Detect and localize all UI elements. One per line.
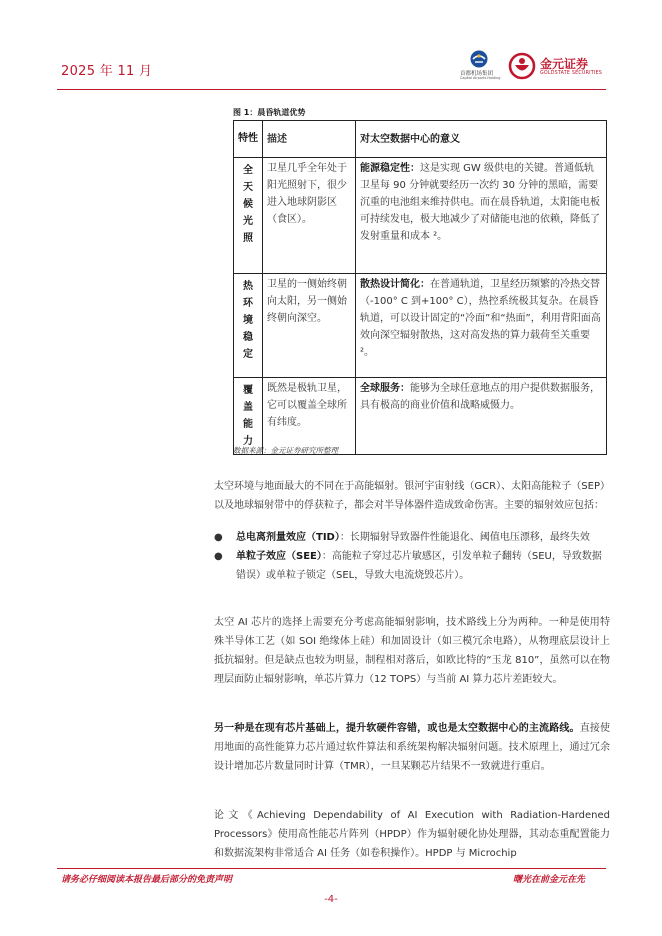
logo1-cn: 首都机场集团	[460, 71, 494, 77]
goldstate-icon	[508, 52, 536, 80]
feature-char: 热	[243, 281, 253, 292]
column-header-feature: 特性	[234, 121, 263, 158]
list-item-term: 单粒子效应（SEE）	[236, 551, 322, 562]
feature-char: 覆	[243, 385, 253, 396]
feature-char: 候	[243, 199, 253, 210]
list-item-text: ：高能粒子穿过芯片敏感区，引发单粒子翻转（SEU，导致数据错误）或单粒子锁定（SEL，导致大电流烧毁芯片）。	[236, 551, 602, 581]
table-row	[234, 158, 607, 274]
meaning-cell	[356, 274, 607, 378]
list-item-term: 总电离剂量效应（TID）	[236, 532, 340, 543]
logo2-cn: 金元证券	[540, 57, 589, 71]
meaning-text: 在普通轨道，卫星经历频繁的冷热交替（-100° C 到+100° C），热控系统极其复杂。在晨昏轨道，可以设计固定的“冷面”和“热面”，利用背阳面高效向深空辐射散热，这对高发热的算力载荷至关重要 ²。	[360, 279, 601, 358]
paragraph-radiation: 太空环境与地面最大的不同在于高能辐射。银河宇宙射线（GCR）、太阳高能粒子（SEP）以及地球辐射带中的俘获粒子，都会对半导体器件造成致命伤害。主要的辐射效应包括：	[214, 481, 610, 511]
column-header-description: 描述	[263, 121, 356, 158]
description-cell: 卫星几乎全年处于阳光照射下，很少进入地球阴影区（食区）。	[263, 158, 356, 274]
header-logos	[460, 50, 610, 84]
description-cell: 既然是极轨卫星，它可以覆盖全球所有纬度。	[263, 378, 356, 455]
feature-cell	[234, 158, 263, 274]
paragraph-hpdp: 论文《Achieving Dependability of AI Execution with Radiation-Hardened Processors》使用高性能芯片阵列（HPDP）作为辐射硬化协处理器，其动态重配置能力和数据流架构非常适合 AI 任务（如卷积操作）。HPDP 与 Microchip	[214, 810, 610, 859]
feature-char: 全	[243, 165, 253, 176]
meaning-heading: 散热设计简化：	[360, 279, 430, 290]
logo1-en: Capital Airports Holding	[460, 76, 501, 80]
capital-airports-logo	[460, 50, 501, 84]
feature-char: 定	[243, 349, 253, 360]
bullet-icon: ●	[214, 551, 223, 562]
feature-char: 天	[243, 182, 253, 193]
paragraph-lead: 另一种是在现有芯片基础上，提升软硬件容错，或也是太空数据中心的主流路线。	[214, 723, 580, 734]
column-header-meaning: 对太空数据中心的意义	[356, 121, 607, 158]
footer-disclaimer: 请务必仔细阅读本报告最后部分的免责声明	[61, 875, 233, 885]
report-date: 2025 年 11 月	[61, 64, 153, 79]
figure-source: 数据来源：金元证券研究所整理	[233, 446, 338, 455]
footer-slogan: 曙光在前金元在先	[513, 875, 586, 885]
table-row	[234, 274, 607, 378]
paragraph-chip-routes: 太空 AI 芯片的选择上需要充分考虑高能辐射影响，技术路线上分为两种。一种是使用特殊半导体工艺（如 SOI 绝缘体上硅）和加固设计（如三模冗余电路），从物理底层设计上抵抗辐射。但是缺点也较为明显，制程相对落后，如欧比特的“玉龙 810”，虽然可以在物理层面防止辐射影响，单芯片算力（12 TOPS）与当前 AI 算力芯片差距较大。	[214, 617, 610, 685]
figure-title: 图 1：晨昏轨道优势	[233, 108, 306, 117]
goldstate-logo	[508, 52, 608, 84]
list-item-text: ：长期辐射导致器件性能退化、阈值电压漂移，最终失效	[339, 532, 590, 543]
meaning-heading: 能源稳定性：	[360, 163, 420, 174]
feature-char: 稳	[243, 332, 253, 343]
logo2-en: GOLDSTATE SECURITIES	[540, 71, 602, 76]
effects-list	[214, 528, 610, 585]
meaning-text: 这是实现 GW 级供电的关键。普通低轨卫星每 90 分钟就要经历一次约 30 分钟的黑暗，需要沉重的电池组来维持供电。而在晨昏轨道，太阳能电板可持续发电，极大地减少了对储能电池的依赖，降低了发射重量和成本 ²。	[360, 163, 600, 242]
feature-char: 能	[243, 419, 253, 430]
feature-char: 光	[243, 216, 253, 227]
footer-rule	[57, 868, 606, 869]
meaning-cell	[356, 378, 607, 455]
list-item	[214, 528, 610, 547]
table-row	[234, 378, 607, 455]
paragraph-fault-tolerance	[214, 719, 610, 776]
capital-airports-icon	[470, 50, 488, 68]
description-cell: 卫星的一侧始终朝向太阳，另一侧始终朝向深空。	[263, 274, 356, 378]
feature-char: 境	[243, 315, 253, 326]
feature-cell	[234, 274, 263, 378]
orbit-advantage-table	[233, 120, 607, 455]
bullet-icon: ●	[214, 532, 223, 543]
feature-char: 环	[243, 298, 253, 309]
table-header-row	[234, 121, 607, 158]
feature-char: 照	[243, 233, 253, 244]
list-item	[214, 547, 610, 585]
meaning-text: 能够为全球任意地点的用户提供数据服务，具有极高的商业价值和战略威慑力。	[360, 383, 600, 411]
meaning-cell	[356, 158, 607, 274]
feature-cell	[234, 378, 263, 455]
header-rule	[57, 89, 606, 90]
feature-char: 力	[243, 436, 253, 447]
meaning-heading: 全球服务：	[360, 383, 410, 394]
paragraph-text: 直接使用地面的高性能算力芯片通过软件算法和系统架构解决辐射问题。技术原理上，通过冗余设计增加芯片数量同时计算（TMR），一旦某颗芯片结果不一致就进行重启。	[214, 723, 611, 772]
feature-char: 盖	[243, 402, 253, 413]
page-number: -4-	[324, 894, 338, 905]
